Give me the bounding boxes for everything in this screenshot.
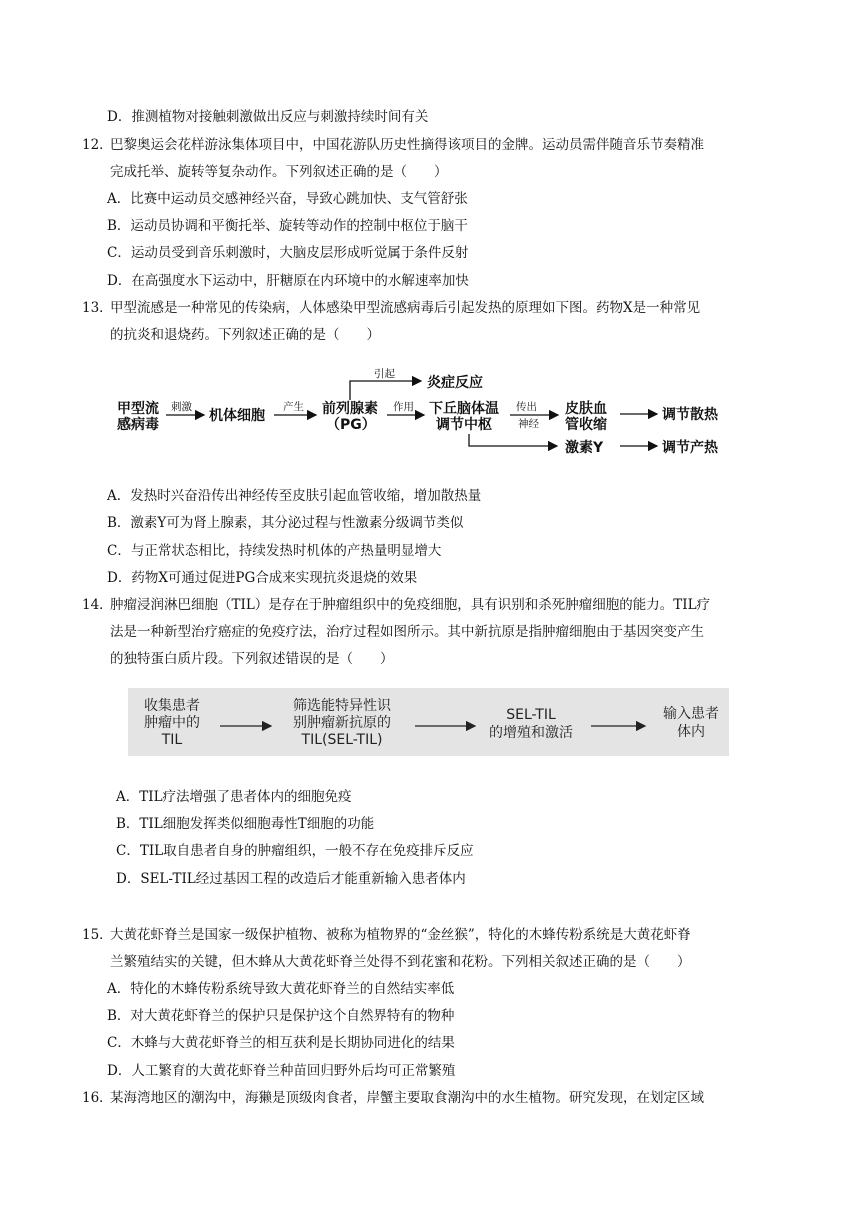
q11-option-d: D．推测植物对接触刺激做出反应与刺激持续时间有关 bbox=[107, 109, 429, 125]
q15-option-d: D．人工繁育的大黄花虾脊兰种苗回归野外后均可正常繁殖 bbox=[107, 1063, 456, 1079]
q14-stem-line3: 的独特蛋白质片段。下列叙述错误的是（ ） bbox=[110, 651, 394, 667]
q15-stem-line1: 大黄花虾脊兰是国家一级保护植物、被称为植物界的“金丝猴”，特化的木蜂传粉系统是大黄花虾脊 bbox=[110, 927, 691, 943]
virus-label-1: 甲型流 bbox=[117, 401, 159, 417]
q14-stem-line1: 肿瘤浸润淋巴细胞（TIL）是存在于肿瘤组织中的免疫细胞，具有识别和杀死肿瘤细胞的能力。TIL疗 bbox=[110, 597, 711, 613]
q12-option-c: C．运动员受到音乐刺激时，大脑皮层形成听觉属于条件反射 bbox=[107, 245, 469, 261]
efferent-label-1: 传出 bbox=[516, 401, 537, 413]
step3-line2: 的增殖和激活 bbox=[489, 725, 573, 741]
arrow-cause bbox=[350, 381, 421, 400]
step2-line3: TIL(SEL-TIL) bbox=[301, 732, 383, 748]
step1-line2: 肿瘤中的 bbox=[144, 715, 200, 731]
center-label-2: 调节中枢 bbox=[436, 417, 492, 433]
q12-stem-line1: 巴黎奥运会花样游泳集体项目中，中国花游队历史性摘得该项目的金牌。运动员需伴随音乐节奏精准 bbox=[110, 137, 704, 153]
q14-option-d: D．SEL-TIL经过基因工程的改造后才能重新输入患者体内 bbox=[116, 871, 466, 887]
q15-option-a: A．特化的木蜂传粉系统导致大黄花虾脊兰的自然结实率低 bbox=[107, 981, 455, 997]
fever-mechanism-diagram bbox=[110, 364, 730, 464]
step1-line1: 收集患者 bbox=[144, 698, 200, 714]
q13-option-d: D．药物X可通过促进PG合成来实现抗炎退烧的效果 bbox=[107, 570, 418, 586]
q14-option-c: C．TIL取自患者自身的肿瘤组织，一般不存在免疫排斥反应 bbox=[116, 843, 474, 859]
q14-option-a: A．TIL疗法增强了患者体内的细胞免疫 bbox=[116, 789, 352, 805]
step2-line2: 别肿瘤新抗原的 bbox=[293, 715, 391, 731]
q15-option-c: C．木蜂与大黄花虾脊兰的相互获利是长期协同进化的结果 bbox=[107, 1035, 455, 1051]
q14-stem-line2: 法是一种新型治疗癌症的免疫疗法，治疗过程如图所示。其中新抗原是指肿瘤细胞由于基因突变产生 bbox=[110, 624, 704, 640]
produce-label: 产生 bbox=[283, 401, 304, 413]
stimulate-label: 刺激 bbox=[171, 401, 192, 413]
step2-line1: 筛选能特异性识 bbox=[293, 698, 391, 714]
pg-label-2: （PG） bbox=[326, 417, 376, 433]
q12-option-d: D．在高强度水下运动中，肝糖原在内环境中的水解速率加快 bbox=[107, 273, 469, 289]
hormone-label: 激素Y bbox=[565, 440, 604, 456]
q15-option-b: B．对大黄花虾脊兰的保护只是保护这个自然界特有的物种 bbox=[107, 1008, 455, 1024]
heat-loss-label: 调节散热 bbox=[662, 407, 718, 423]
q12-stem-line2: 完成托举、旋转等复杂动作。下列叙述正确的是（ ） bbox=[110, 164, 448, 180]
center-label-1: 下丘脑体温 bbox=[429, 401, 499, 417]
q12-option-a: A．比赛中运动员交感神经兴奋，导致心跳加快、支气管舒张 bbox=[107, 191, 468, 207]
til-therapy-flowchart bbox=[128, 688, 729, 756]
q13-option-c: C．与正常状态相比，持续发热时机体的产热量明显增大 bbox=[107, 543, 442, 559]
q15-stem-line2: 兰繁殖结实的关键，但木蜂从大黄花虾脊兰处得不到花蜜和花粉。下列相关叙述正确的是（ ） bbox=[110, 954, 691, 970]
q13-stem-line1: 甲型流感是一种常见的传染病，人体感染甲型流感病毒后引起发热的原理如下图。药物X是一种常见 bbox=[110, 300, 701, 316]
virus-label-2: 感病毒 bbox=[117, 417, 159, 433]
cause-label: 引起 bbox=[374, 368, 395, 380]
heat-gain-label: 调节产热 bbox=[662, 440, 718, 456]
arrow-hormone bbox=[469, 434, 557, 446]
step4-line1: 输入患者 bbox=[663, 706, 719, 722]
q13-option-b: B．激素Y可为肾上腺素，其分泌过程与性激素分级调节类似 bbox=[107, 515, 464, 531]
skin-label-1: 皮肤血 bbox=[565, 401, 607, 417]
skin-label-2: 管收缩 bbox=[565, 417, 607, 433]
step1-line3: TIL bbox=[161, 732, 183, 748]
efferent-label-2: 神经 bbox=[518, 418, 539, 430]
q15-number: 15． bbox=[82, 927, 113, 943]
pg-label-1: 前列腺素 bbox=[322, 401, 378, 417]
q12-number: 12． bbox=[82, 137, 113, 153]
q14-number: 14． bbox=[82, 597, 113, 613]
q13-option-a: A．发热时兴奋沿传出神经传至皮肤引起血管收缩，增加散热量 bbox=[107, 488, 482, 504]
cell-label: 机体细胞 bbox=[209, 408, 265, 424]
step3-line1: SEL-TIL bbox=[506, 707, 556, 723]
q12-option-b: B．运动员协调和平衡托举、旋转等动作的控制中枢位于脑干 bbox=[107, 218, 468, 234]
q13-number: 13． bbox=[82, 300, 113, 316]
inflammation-label: 炎症反应 bbox=[427, 375, 483, 391]
step4-line2: 体内 bbox=[677, 724, 705, 740]
q14-option-b: B．TIL细胞发挥类似细胞毒性T细胞的功能 bbox=[116, 816, 375, 832]
q16-number: 16． bbox=[82, 1090, 113, 1106]
act-label: 作用 bbox=[393, 401, 414, 413]
q13-stem-line2: 的抗炎和退烧药。下列叙述正确的是（ ） bbox=[110, 327, 380, 343]
q16-stem-line1: 某海湾地区的潮沟中，海獭是顶级肉食者，岸蟹主要取食潮沟中的水生植物。研究发现，在划定区域 bbox=[110, 1090, 704, 1106]
